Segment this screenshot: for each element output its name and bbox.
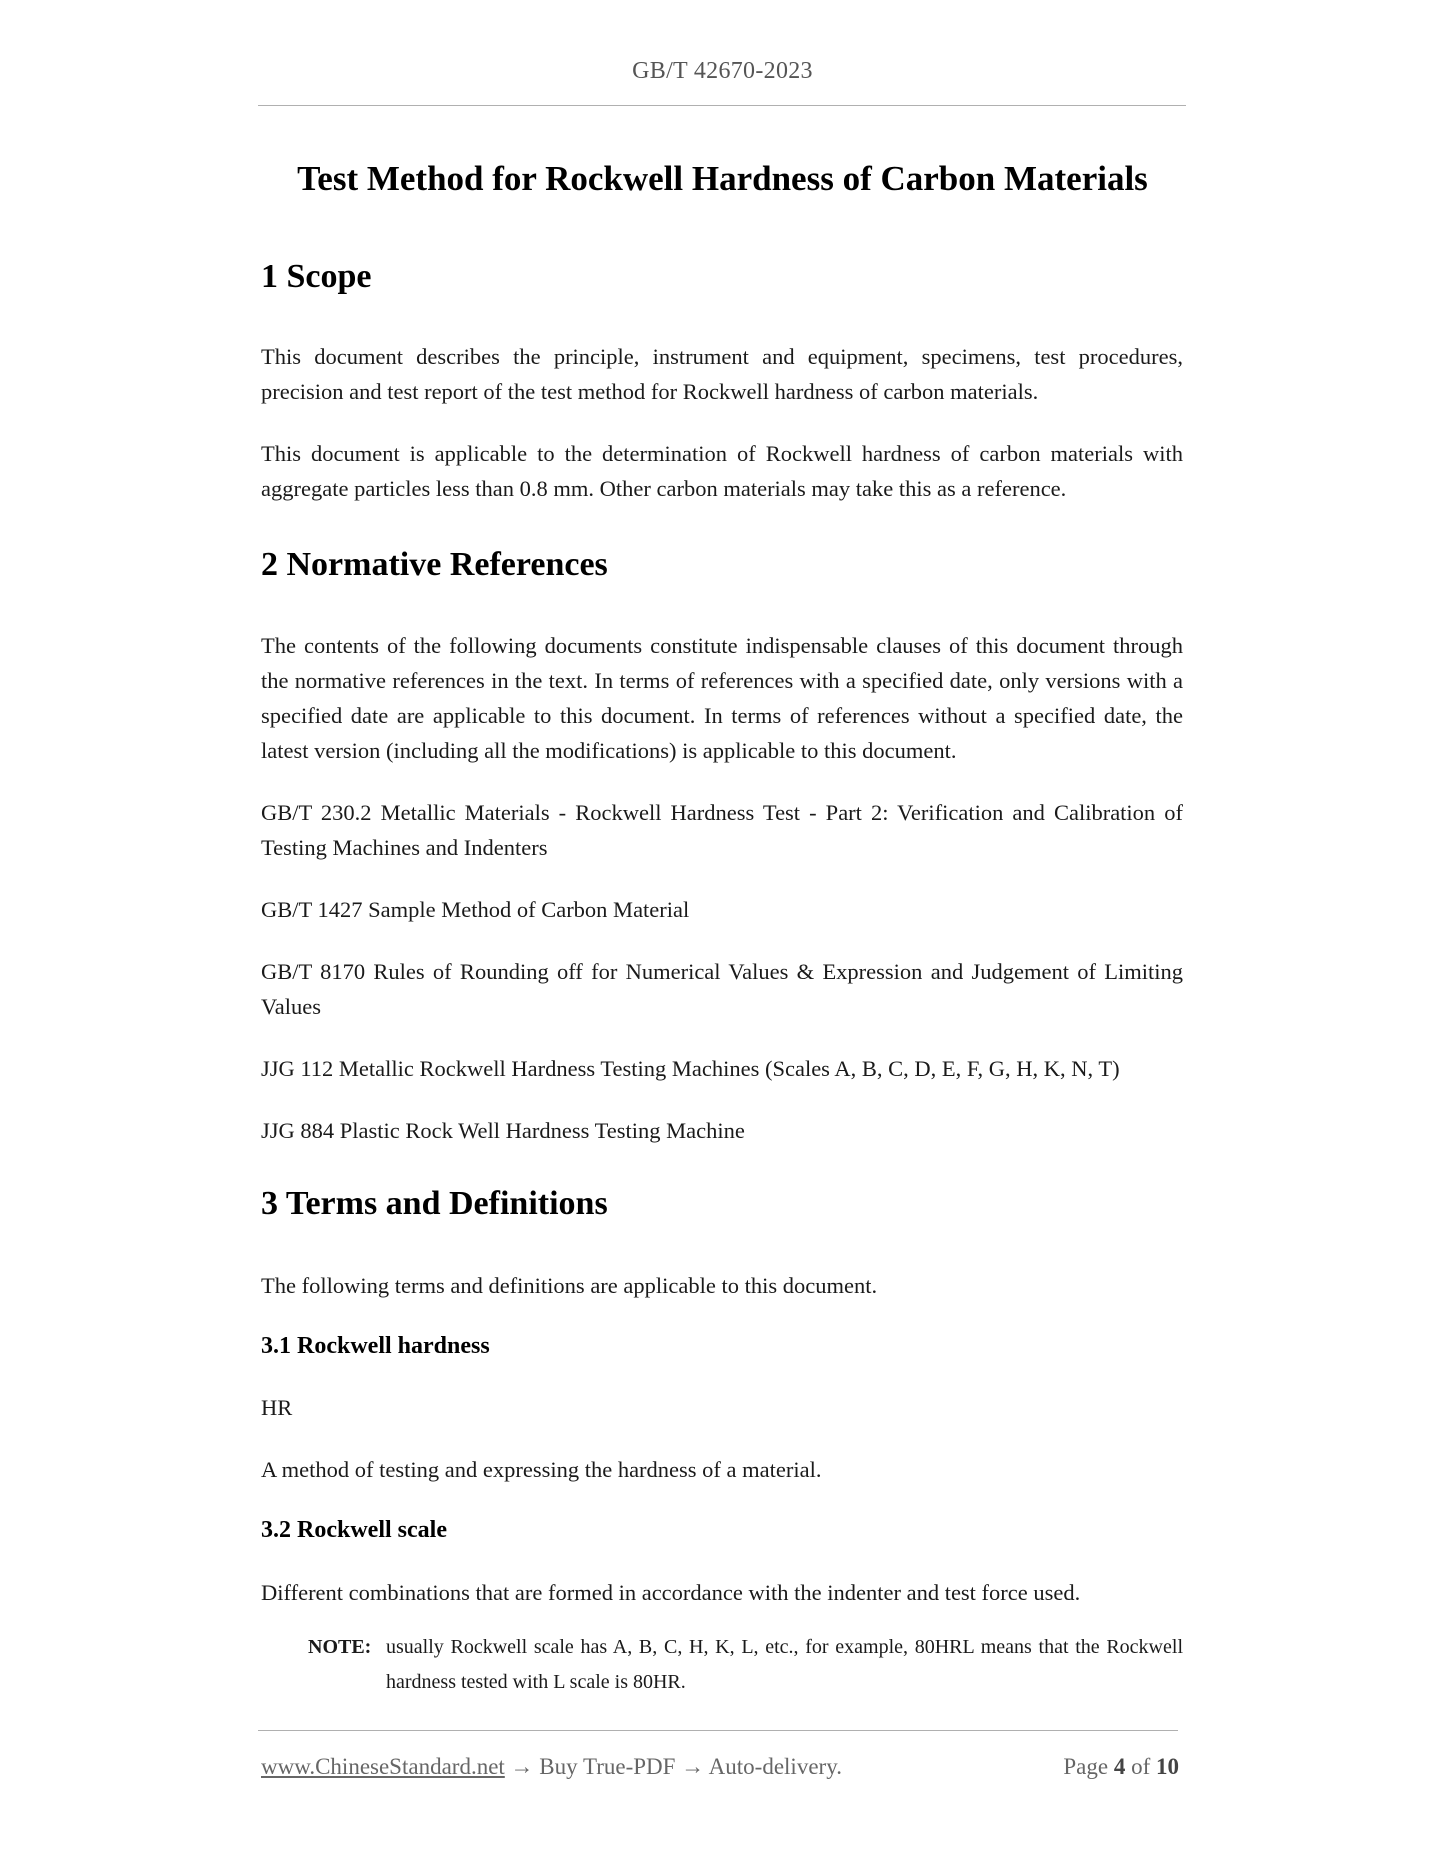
page-current: 4 (1113, 1754, 1126, 1779)
scope-paragraph-2: This document is applicable to the determination of Rockwell hardness of carbon materials with aggregate particles less than 0.8 mm. Other carbon materials may take this as a reference. (261, 441, 1183, 501)
reference-item-jjg-884: JJG 884 Plastic Rock Well Hardness Testing Machine (261, 1118, 745, 1143)
page-footer (261, 1754, 1179, 1780)
footer-promo (261, 1754, 842, 1780)
section-heading-normative-references: 2 Normative References (261, 546, 608, 583)
reference-item-jjg-112: JJG 112 Metallic Rockwell Hardness Testing Machines (Scales A, B, C, D, E, F, G, H, K, N, T) (261, 1056, 1120, 1081)
terms-intro-paragraph: The following terms and definitions are applicable to this document. (261, 1273, 878, 1298)
normative-intro-paragraph: The contents of the following documents constitute indispensable clauses of this document through the normative references in the text. In terms of references with a specified date, only versions with a specified date are applicable to this document. In terms of references without a specified date, the latest version (including all the modifications) is applicable to this document. (261, 633, 1183, 763)
term-definition-rockwell-scale: Different combinations that are formed in accordance with the indenter and test force used. (261, 1580, 1081, 1605)
header-divider (258, 105, 1186, 106)
note-block (308, 1630, 1183, 1700)
document-title: Test Method for Rockwell Hardness of Carbon Materials (297, 159, 1148, 198)
term-heading-rockwell-hardness: 3.1 Rockwell hardness (261, 1333, 490, 1359)
auto-delivery-text: Auto-delivery. (708, 1754, 842, 1779)
standard-code-header: GB/T 42670-2023 (632, 58, 813, 84)
scope-paragraph-1: This document describes the principle, instrument and equipment, specimens, test procedures, precision and test report of the test method for Rockwell hardness of carbon materials. (261, 344, 1183, 404)
page-number (1063, 1754, 1179, 1780)
note-text: usually Rockwell scale has A, B, C, H, K, L, etc., for example, 80HRL means that the Rockwell hardness tested with L scale is 80HR. (386, 1636, 1183, 1693)
arrow-right-icon: → (510, 1754, 534, 1779)
term-heading-rockwell-scale: 3.2 Rockwell scale (261, 1517, 447, 1543)
term-abbreviation-hr: HR (261, 1395, 293, 1420)
buy-pdf-text: Buy True-PDF (539, 1754, 676, 1779)
page-total: 10 (1156, 1754, 1179, 1779)
section-heading-terms-definitions: 3 Terms and Definitions (261, 1185, 608, 1222)
reference-item-gbt-230-2: GB/T 230.2 Metallic Materials - Rockwell Hardness Test - Part 2: Verification and Calibration of Testing Machines and Indenters (261, 800, 1183, 860)
term-definition-rockwell-hardness: A method of testing and expressing the hardness of a material. (261, 1457, 822, 1482)
website-link[interactable]: www.ChineseStandard.net (261, 1754, 505, 1779)
section-heading-scope: 1 Scope (261, 258, 372, 295)
page-of-label: of (1131, 1754, 1151, 1779)
page-label: Page (1063, 1754, 1109, 1779)
reference-item-gbt-8170: GB/T 8170 Rules of Rounding off for Numerical Values & Expression and Judgement of Limiting Values (261, 959, 1183, 1019)
arrow-right-icon: → (681, 1754, 705, 1779)
note-label: NOTE: (308, 1636, 372, 1658)
reference-item-gbt-1427: GB/T 1427 Sample Method of Carbon Material (261, 897, 690, 922)
footer-divider (258, 1730, 1178, 1731)
